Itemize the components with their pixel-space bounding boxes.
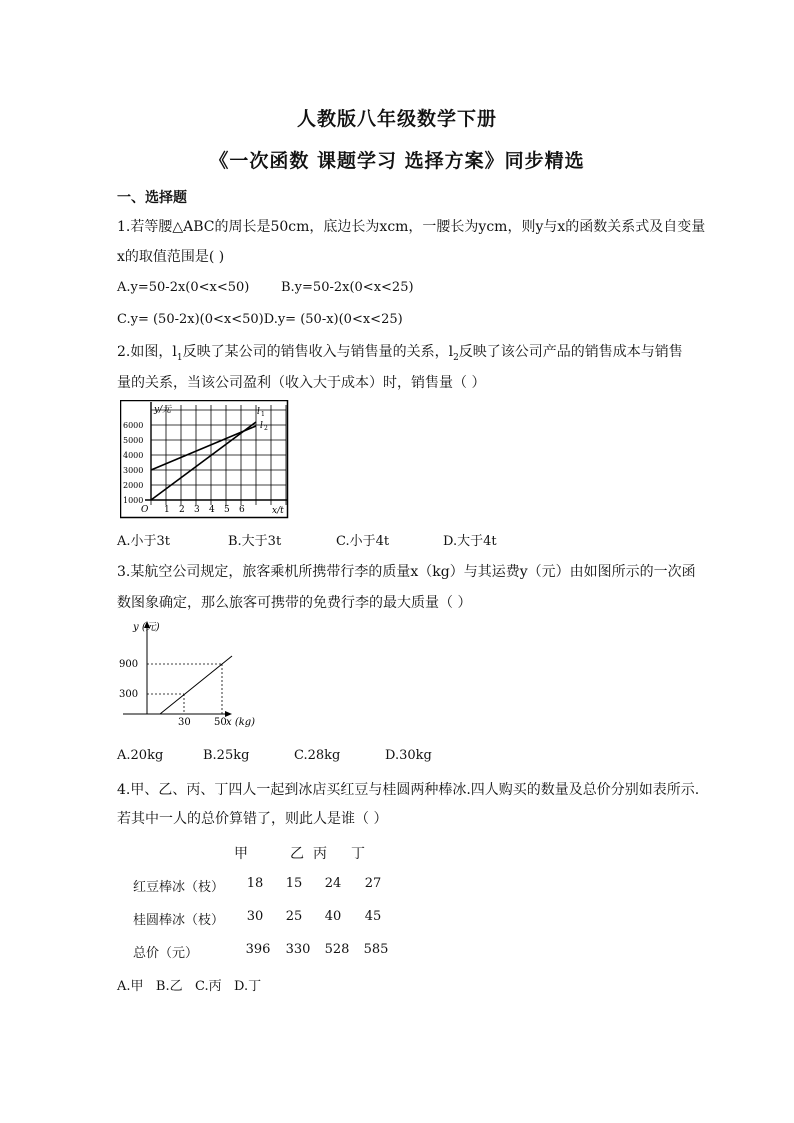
q3-option-c: C.28kg bbox=[294, 748, 341, 763]
q1-line1: 1.若等腰△ABC的周长是50cm，底边长为xcm，一腰长为ycm，则y与x的函数关系式及自变量 bbox=[117, 219, 706, 235]
q3-line1: 3.某航空公司规定，旅客乘机所携带行李的质量x（kg）与其运费y（元）由如图所示的一次函 bbox=[117, 564, 696, 580]
q2-line-l1 bbox=[151, 422, 256, 500]
q3-line2: 数图象确定，那么旅客可携带的免费行李的最大质量（ ） bbox=[117, 595, 472, 611]
q3-label-300: 300 bbox=[119, 689, 139, 700]
q4-cell: 45 bbox=[364, 909, 382, 924]
q4-cell: 40 bbox=[324, 909, 342, 924]
q2-ytick-5000: 5000 bbox=[123, 436, 144, 445]
q2-ytick-1000: 1000 bbox=[123, 496, 144, 505]
q2-line1-mid: 反映了某公司的销售收入与销售量的关系，l bbox=[182, 344, 454, 360]
q1-line2: x的取值范围是( ) bbox=[117, 249, 225, 265]
q2-grid bbox=[151, 405, 286, 505]
q2-origin: O bbox=[141, 505, 149, 515]
q4-header-ding: 丁 bbox=[351, 846, 365, 862]
q4-cell: 396 bbox=[245, 942, 271, 957]
q4-header-bing: 丙 bbox=[313, 846, 327, 862]
q2-line1-pre: 2.如图，l bbox=[117, 344, 177, 360]
document-title: 人教版八年级数学下册 bbox=[296, 108, 497, 130]
q3-label-900: 900 bbox=[119, 659, 139, 670]
q4-header-yi: 乙 bbox=[290, 846, 304, 862]
q3-function-line bbox=[160, 656, 232, 714]
q4-row-hongdou-label: 红豆棒冰（枝） bbox=[133, 880, 225, 895]
q4-cell: 18 bbox=[246, 876, 264, 891]
q4-row-guiyuan-label: 桂圆棒冰（枝） bbox=[133, 913, 225, 928]
q4-cell: 27 bbox=[364, 876, 382, 891]
q3-ylabel: y (元) bbox=[133, 622, 160, 633]
q3-label-30: 30 bbox=[178, 717, 191, 728]
q2-ytick-3000: 3000 bbox=[123, 466, 144, 475]
q2-graph bbox=[120, 400, 290, 520]
q2-option-c: C.小于4t bbox=[336, 534, 390, 549]
q2-xtick-6: 6 bbox=[239, 505, 245, 515]
q4-options: A.甲 B.乙 C.丙 D.丁 bbox=[117, 979, 262, 994]
q2-sub1: 1 bbox=[176, 352, 183, 363]
q2-line2: 量的关系，当该公司盈利（收入大于成本）时，销售量（ ） bbox=[117, 375, 486, 391]
document-subtitle: 《一次函数 课题学习 选择方案》同步精选 bbox=[209, 150, 585, 172]
q2-ytick-4000: 4000 bbox=[123, 451, 144, 460]
q2-label-l1-sub: 1 bbox=[261, 411, 265, 418]
q3-option-b: B.25kg bbox=[203, 748, 250, 763]
q1-option-b: B.y=50-2x(0<x<25) bbox=[281, 280, 414, 295]
q4-header-jia: 甲 bbox=[234, 846, 248, 862]
q2-xtick-1: 1 bbox=[164, 505, 170, 515]
q4-row-total-label: 总价（元） bbox=[133, 946, 199, 961]
q1-option-a: A.y=50-2x(0<x<50) bbox=[117, 280, 250, 295]
q3-option-d: D.30kg bbox=[385, 748, 432, 763]
q2-option-a: A.小于3t bbox=[117, 534, 171, 549]
q2-xlabel: x/t bbox=[272, 506, 284, 516]
q4-cell: 330 bbox=[285, 942, 311, 957]
q2-xtick-2: 2 bbox=[179, 505, 185, 515]
q2-ytick-2000: 2000 bbox=[123, 481, 144, 490]
q2-ylabel: y/元 bbox=[154, 405, 172, 415]
q1-option-cd: C.y= (50-2x)(0<x<50)D.y= (50-x)(0<x<25) bbox=[117, 312, 403, 327]
q2-option-d: D.大于4t bbox=[443, 534, 497, 549]
q4-cell: 30 bbox=[246, 909, 264, 924]
q2-label-l2-sub: 2 bbox=[264, 425, 268, 432]
q2-line-l2 bbox=[151, 426, 256, 470]
q3-graph bbox=[115, 618, 265, 728]
q4-cell: 25 bbox=[285, 909, 303, 924]
q4-line1: 4.甲、乙、丙、丁四人一起到冰店买红豆与桂圆两种棒冰.四人购买的数量及总价分别如表所示. bbox=[117, 782, 700, 798]
q2-line1 bbox=[117, 341, 683, 363]
q2-xtick-5: 5 bbox=[224, 505, 230, 515]
q4-cell: 585 bbox=[363, 942, 389, 957]
q3-xlabel: x (kg) bbox=[226, 717, 256, 728]
q4-cell: 528 bbox=[324, 942, 350, 957]
q2-xtick-3: 3 bbox=[194, 505, 200, 515]
q4-line2: 若其中一人的总价算错了，则此人是谁（ ） bbox=[117, 811, 388, 827]
q3-label-50: 50 bbox=[214, 717, 227, 728]
section-heading: 一、选择题 bbox=[117, 190, 187, 206]
q3-option-a: A.20kg bbox=[117, 748, 164, 763]
q2-line1-post: 反映了该公司产品的销售成本与销售 bbox=[458, 344, 683, 360]
q4-cell: 15 bbox=[285, 876, 303, 891]
q2-label-l1: l bbox=[257, 407, 260, 417]
q2-label-l2: l bbox=[260, 421, 263, 431]
q2-xtick-4: 4 bbox=[209, 505, 215, 515]
q4-cell: 24 bbox=[324, 876, 342, 891]
q2-ytick-6000: 6000 bbox=[123, 421, 144, 430]
q2-sub2: 2 bbox=[453, 352, 459, 363]
q2-option-b: B.大于3t bbox=[228, 534, 282, 549]
